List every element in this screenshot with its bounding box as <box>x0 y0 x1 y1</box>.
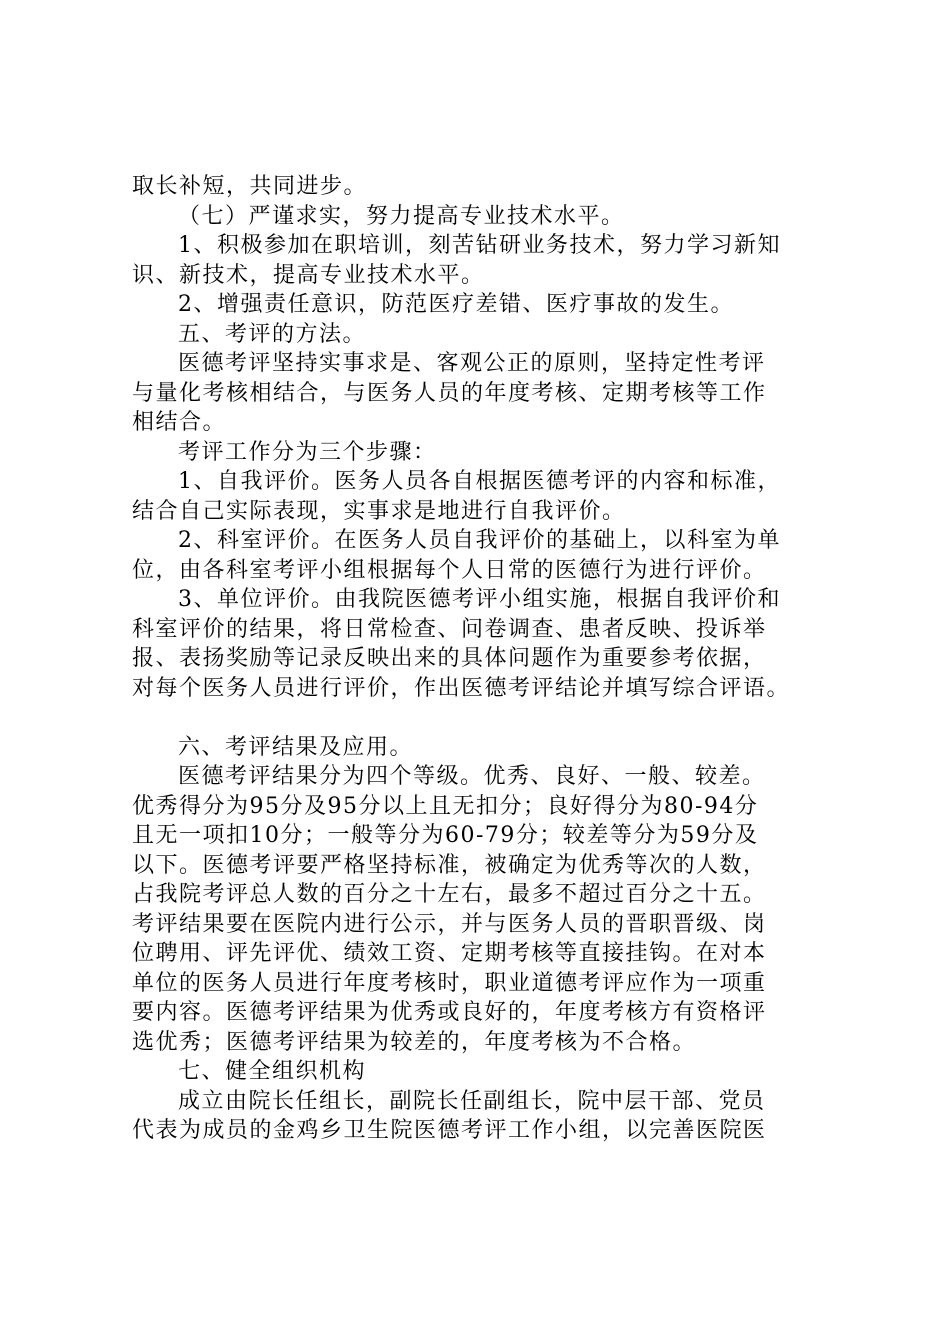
text-line: 优秀得分为95分及95分以上且无扣分；良好得分为80-94分 <box>132 793 759 819</box>
text-line: 1、自我评价。医务人员各自根据医德考评的内容和标准， <box>178 469 781 494</box>
section-heading: 六、考评结果及应用。 <box>178 734 414 760</box>
text-line: 医德考评结果分为四个等级。优秀、良好、一般、较差。 <box>178 764 766 789</box>
section-heading: 七、健全组织机构 <box>178 1059 367 1084</box>
text-line: 结合自己实际表现，实事求是地进行自我评价。 <box>132 498 626 524</box>
text-line: 3、单位评价。由我院医德考评小组实施，根据自我评价和 <box>178 587 781 612</box>
text-line: 单位的医务人员进行年度考核时，职业道德考评应作为一项重 <box>132 970 767 996</box>
text-line: 要内容。医德考评结果为优秀或良好的，年度考核方有资格评 <box>132 1000 767 1025</box>
paragraph-gap <box>132 703 832 733</box>
text-line: 成立由院长任组长，副院长任副组长，院中层干部、党员 <box>178 1088 766 1114</box>
text-line: 且无一项扣10分；一般等分为60-79分；较差等分为59分及 <box>132 823 759 848</box>
text-line: 考评结果要在医院内进行公示，并与医务人员的晋职晋级、岗 <box>132 911 767 937</box>
text-line: 占我院考评总人数的百分之十左右，最多不超过百分之十五。 <box>132 882 767 907</box>
text-line: 代表为成员的金鸡乡卫生院医德考评工作小组，以完善医院医 <box>132 1118 767 1143</box>
text-line: 识、新技术，提高专业技术水平。 <box>132 262 485 288</box>
text-line: 对每个医务人员进行评价，作出医德考评结论并填写综合评语。 <box>132 675 791 701</box>
text-line: 1、积极参加在职培训，刻苦钻研业务技术，努力学习新知 <box>178 233 781 258</box>
text-line: 相结合。 <box>132 410 227 435</box>
text-line: 取长补短，共同进步。 <box>132 174 368 199</box>
text-line: 科室评价的结果，将日常检查、问卷调查、患者反映、投诉举 <box>132 616 767 642</box>
subsection-heading: （七）严谨求实，努力提高专业技术水平。 <box>178 203 625 229</box>
section-heading: 五、考评的方法。 <box>178 321 367 347</box>
text-line: 位聘用、评先评优、绩效工资、定期考核等直接挂钩。在对本 <box>132 941 767 966</box>
text-line: 报、表扬奖励等记录反映出来的具体问题作为重要参考依据， <box>132 646 767 671</box>
text-line: 以下。医德考评要严格坚持标准，被确定为优秀等次的人数， <box>132 852 767 878</box>
text-line: 2、增强责任意识，防范医疗差错、医疗事故的发生。 <box>178 292 734 317</box>
text-line: 2、科室评价。在医务人员自我评价的基础上，以科室为单 <box>178 528 781 553</box>
text-line: 考评工作分为三个步骤： <box>178 439 437 465</box>
text-line: 医德考评坚持实事求是、客观公正的原则，坚持定性考评 <box>178 351 766 376</box>
text-line: 选优秀；医德考评结果为较差的，年度考核为不合格。 <box>132 1029 697 1055</box>
document-body <box>132 172 832 1146</box>
text-line: 与量化考核相结合，与医务人员的年度考核、定期考核等工作 <box>132 380 767 406</box>
text-line: 位，由各科室考评小组根据每个人日常的医德行为进行评价。 <box>132 557 767 583</box>
